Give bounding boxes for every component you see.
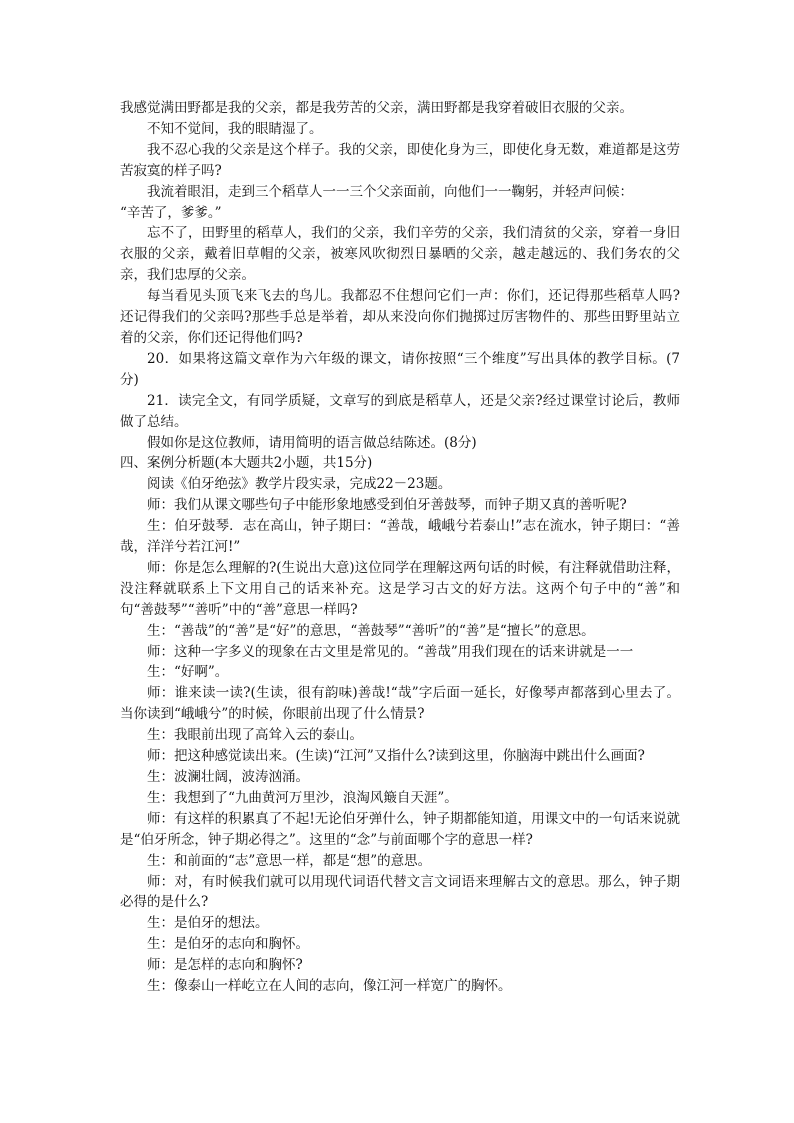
paragraph: 假如你是这位教师，请用简明的语言做总结陈述。(8分) (147, 434, 477, 451)
paragraph: 生：我想到了“九曲黄河万里沙，浪淘风簸自天涯”。 (147, 789, 458, 806)
paragraph: 师：谁来读一读?(生读，很有韵味)善哉!“哉”字后面一延长，好像琴声都落到心里去了。当你读到“峨峨兮”的时候，你眼前出现了什么情景? (120, 685, 680, 723)
paragraph: 阅读《伯牙绝弦》教学片段实录，完成22－23题。 (147, 476, 452, 493)
paragraph: 生：我眼前出现了高耸入云的泰山。 (147, 727, 363, 744)
paragraph: 师：我们从课文哪些句子中能形象地感受到伯牙善鼓琴，而钟子期又真的善听呢? (147, 497, 627, 514)
paragraph: 我流着眼泪，走到三个稻草人一一三个父亲面前，向他们一一鞠躬，并轻声问候： (147, 183, 633, 200)
document-body (120, 98, 680, 997)
paragraph: 师：有这样的积累真了不起!无论伯牙弹什么，钟子期都能知道，用课文中的一句话来说就是“伯牙所念，钟子期必得之”。这里的“念”与前面哪个字的意思一样? (120, 810, 680, 848)
paragraph: 21．读完全文，有同学质疑，文章写的到底是稻草人，还是父亲?经过课堂讨论后，教师做了总结。 (120, 392, 680, 430)
paragraph: 师：把这种感觉读出来。(生读)“江河”又指什么?读到这里，你脑海中跳出什么画面? (147, 748, 645, 765)
paragraph: 师：对，有时候我们就可以用现代词语代替文言文词语来理解古文的意思。那么，钟子期必得的是什么? (120, 873, 680, 911)
paragraph: 生：“善哉”的“善”是“好”的意思，“善鼓琴”“善听”的“善”是“擅长”的意思。 (147, 622, 595, 639)
paragraph: 生：和前面的“志”意思一样，都是“想”的意思。 (147, 852, 432, 869)
paragraph: 忘不了，田野里的稻草人，我们的父亲，我们辛劳的父亲，我们清贫的父亲，穿着一身旧衣服的父亲，戴着旧草帽的父亲，被寒风吹彻烈日暴晒的父亲，越走越远的、我们务农的父亲，我们忠厚的父亲。 (120, 225, 680, 284)
paragraph: 生：是伯牙的志向和胸怀。 (147, 936, 309, 953)
paragraph: “辛苦了，爹爹。” (120, 204, 222, 221)
paragraph: 师：你是怎么理解的?(生说出大意)这位同学在理解这两句话的时候，有注释就借助注释，没注释就联系上下文用自己的话来补充。这是学习古文的好方法。这两个句子中的“善”和句“善鼓琴”“善听”中的“善”意思一样吗? (120, 559, 680, 618)
paragraph: 20．如果将这篇文章作为六年级的课文，请你按照“三个维度”写出具体的教学目标。(7分) (120, 350, 680, 388)
paragraph: 四、案例分析题(本大题共2小题，共15分) (120, 455, 373, 472)
paragraph: 每当看见头顶飞来飞去的鸟儿。我都忍不住想问它们一声：你们，还记得那些稻草人吗?还记得我们的父亲吗?那些手总是举着，却从来没向你们抛掷过厉害物件的、那些田野里站立着的父亲，你们还记得他们吗? (120, 288, 680, 346)
paragraph: 师：是怎样的志向和胸怀? (147, 957, 303, 974)
paragraph: 不知不觉间，我的眼睛湿了。 (147, 120, 323, 137)
paragraph: 生：是伯牙的想法。 (147, 915, 269, 932)
paragraph: 生：像泰山一样屹立在人间的志向，像江河一样宽广的胸怀。 (147, 978, 512, 995)
paragraph: 我感觉满田野都是我的父亲，都是我劳苦的父亲，满田野都是我穿着破旧衣服的父亲。 (120, 100, 633, 116)
paragraph: 生：伯牙鼓琴．志在高山，钟子期曰：“善哉，峨峨兮若泰山!”志在流水，钟子期曰：“善哉，洋洋兮若江河!” (120, 518, 680, 556)
paragraph: 生：波澜壮阔，波涛汹涌。 (147, 769, 309, 785)
paragraph: 我不忍心我的父亲是这个样子。我的父亲，即使化身为三，即使化身无数，难道都是这劳苦寂寞的样子吗? (120, 141, 680, 179)
paragraph: 生：“好啊”。 (147, 664, 229, 681)
paragraph: 师：这种一字多义的现象在古文里是常见的。“善哉”用我们现在的话来讲就是一一 (147, 643, 634, 660)
